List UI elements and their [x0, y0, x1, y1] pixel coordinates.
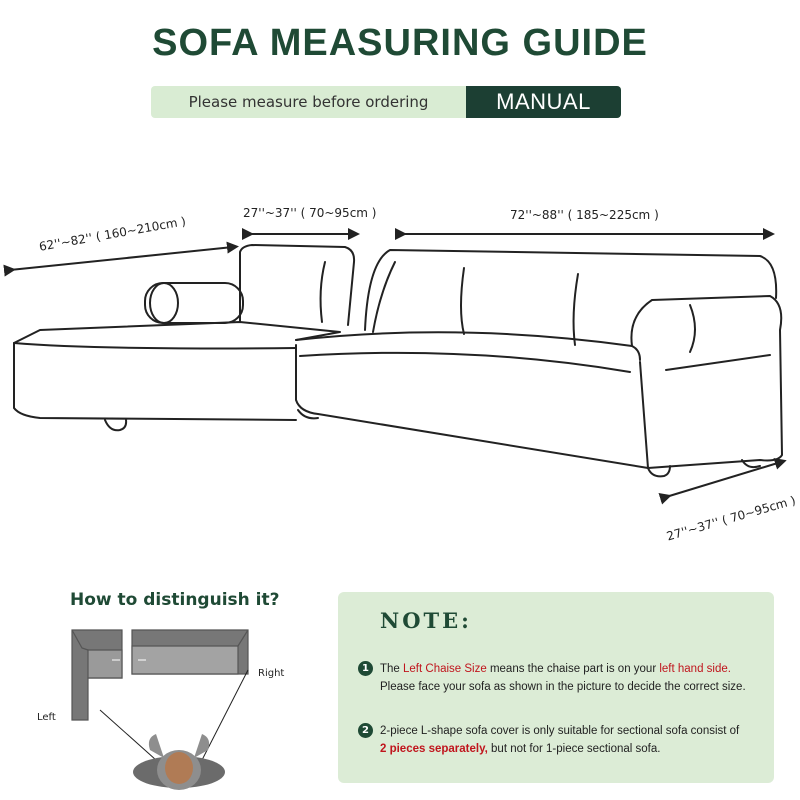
- top-view-diagram: [60, 620, 330, 800]
- sofa-length-label: 72''~88'' ( 185~225cm ): [510, 208, 659, 222]
- sofa-seat-front: [296, 345, 648, 468]
- distinguish-title: How to distinguish it?: [70, 590, 280, 610]
- chaise-seat-edge: [14, 343, 296, 348]
- chaise-back-inner: [321, 262, 325, 322]
- sofa-arm-roll: [690, 305, 695, 352]
- sofa-seat-edge: [300, 353, 630, 372]
- note-title: NOTE:: [380, 608, 472, 633]
- left-label: Left: [37, 712, 56, 723]
- note-item-2: 2 2-piece L-shape sofa cover is only suitable for sectional sofa consist of 2 pieces separately, but not for 1-piece sectional sofa.: [358, 722, 768, 758]
- sofa-seat-front-top: [296, 332, 640, 360]
- sofa-back: [365, 250, 776, 330]
- two-pieces-highlight: 2 pieces separately,: [380, 743, 488, 755]
- left-hand-side-highlight: left hand side.: [659, 663, 731, 675]
- note-item-1: 1 The Left Chaise Size means the chaise part is on your left hand side. Please face your sofa as shown in the picture to decide the correct size.: [358, 660, 768, 696]
- right-label: Right: [258, 668, 285, 679]
- sofa-depth-label: 27''~37'' ( 70~95cm ): [665, 493, 798, 544]
- sofa-back-cushion-1: [373, 262, 395, 332]
- sofa-arm: [631, 296, 782, 468]
- bolster-pillow: [145, 283, 243, 323]
- note-panel: [338, 592, 774, 783]
- number-badge-2: 2: [358, 723, 373, 738]
- page-title: SOFA MEASURING GUIDE: [152, 22, 648, 64]
- sofa-arm-inner: [666, 355, 770, 370]
- sofa-back-cushion-3: [574, 274, 578, 345]
- manual-tag: MANUAL: [466, 86, 621, 118]
- chaise-seat-top: [14, 322, 340, 343]
- number-badge-1: 1: [358, 661, 373, 676]
- chaise-length-label: 62''~82'' ( 160~210cm ): [38, 214, 187, 254]
- sofa-back-cushion-2: [461, 268, 464, 334]
- chaise-length-arrow: [10, 247, 233, 270]
- chaise-back: [240, 245, 354, 325]
- left-chaise-size-highlight: Left Chaise Size: [403, 663, 487, 675]
- chaise-leg-left: [105, 420, 126, 430]
- banner-subtitle: Please measure before ordering: [188, 93, 429, 111]
- chaise-seat-front: [14, 343, 296, 420]
- chaise-back-width-label: 27''~37'' ( 70~95cm ): [243, 206, 377, 220]
- sofa-depth-arrow: [666, 462, 781, 497]
